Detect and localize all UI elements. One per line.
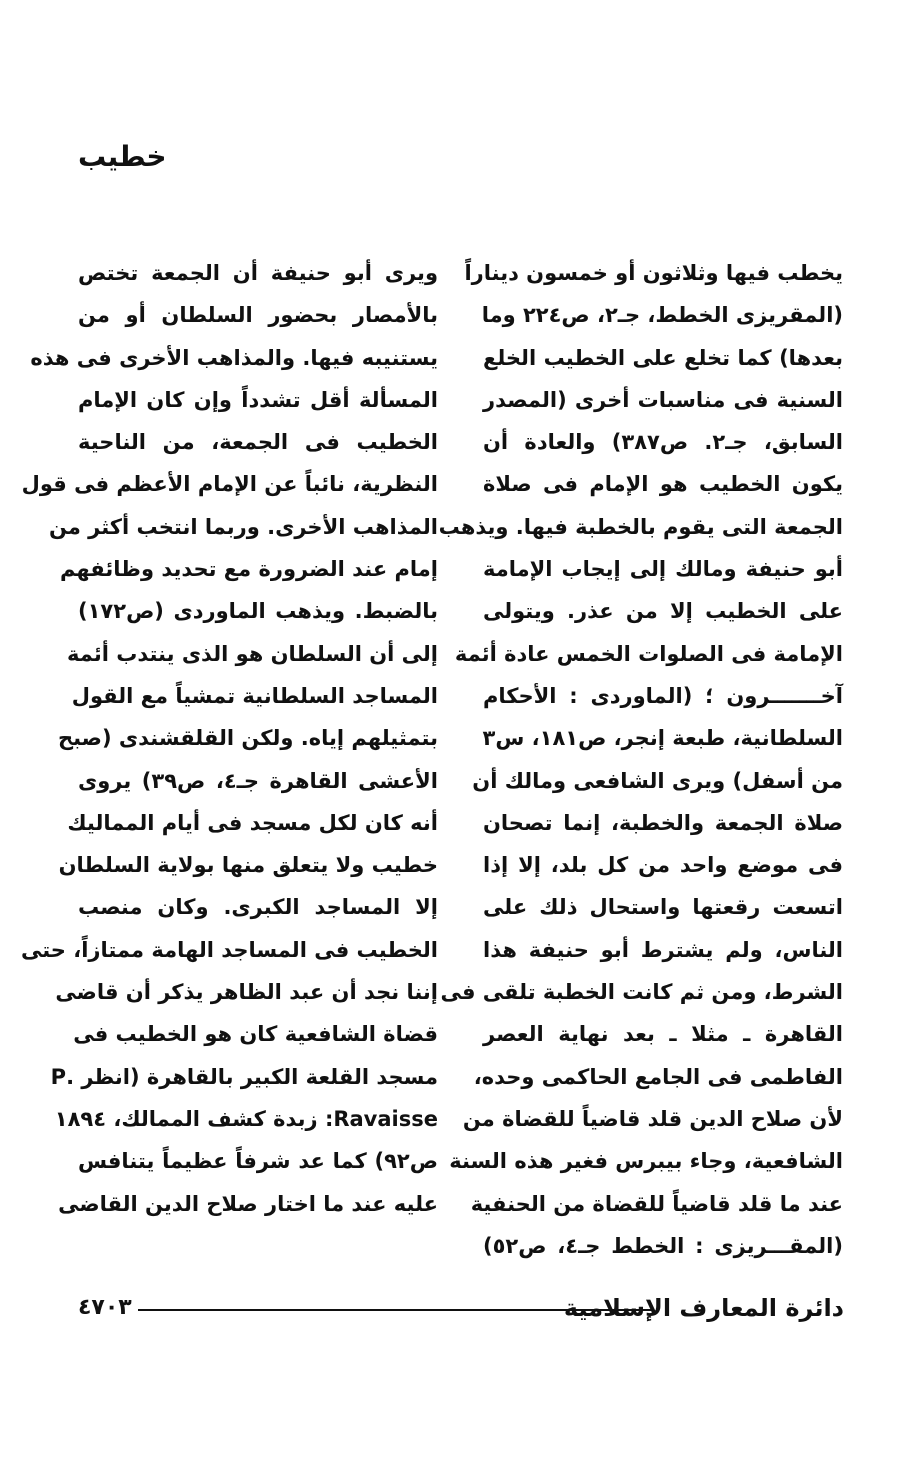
text-line: (المقـــريزى : الخطط جـ٤، ص٥٢)	[483, 1233, 843, 1258]
text-line: بتمثيلهم إياه. ولكن القلقشندى (صبح	[57, 726, 438, 751]
text-line: ويرى أبو حنيفة أن الجمعة تختص	[78, 261, 438, 285]
text-line: السلطانية، طبعة إنجر، ص١٨١، س٣	[482, 726, 843, 751]
text-line: (المقريزى الخطط، جـ٢، ص٢٢٤ وما	[481, 303, 843, 328]
text-line: الإمامة فى الصلوات الخمس عادة أئمة	[454, 641, 843, 666]
footer-rule	[138, 1309, 654, 1311]
text-line: السابق، جـ٢. ص٣٨٧) والعادة أن	[483, 430, 843, 455]
text-line: بالأمصار بحضور السلطان أو من	[78, 303, 438, 328]
text-line: الخطيب فى الجمعة، من الناحية	[78, 430, 438, 455]
text-line: يستنيبه فيها. والمذاهب الأخرى فى هذه	[30, 345, 438, 370]
text-line: الناس، ولم يشترط أبو حنيفة هذا	[483, 937, 843, 962]
text-line: النظرية، نائباً عن الإمام الأعظم فى قول	[21, 472, 438, 497]
text-line: خطيب ولا يتعلق منها بولاية السلطان	[58, 853, 438, 878]
text-line: الشافعية، وجاء بيبرس فغير هذه السنة	[449, 1149, 843, 1174]
text-line: المسألة أقل تشدداً وإن كان الإمام	[78, 387, 438, 412]
text-line: الجمعة التى يقوم بالخطبة فيها. ويذهب	[438, 514, 843, 539]
text-line: اتسعت رقعتها واستحال ذلك على	[483, 895, 843, 920]
text-line: الشرط، ومن ثم كانت الخطبة تلقى فى	[440, 980, 843, 1005]
text-line: فى موضع واحد من كل بلد، إلا إذا	[483, 853, 843, 878]
text-line: المذاهب الأخرى. وربما انتخب أكثر من	[48, 514, 438, 539]
text-line: آخـــــــرون ؛ (الماوردى : الأحكام	[483, 683, 843, 708]
text-line: إمام عند الضرورة مع تحديد وظائفهم	[59, 557, 438, 582]
text-line: الفاطمى فى الجامع الحاكمى وحده،	[473, 1064, 843, 1089]
text-line: على الخطيب إلا من عذر. ويتولى	[483, 599, 843, 624]
running-header: خطيب	[78, 140, 167, 173]
footer-title: دائرة المعارف الإسلامية	[563, 1294, 844, 1322]
text-line: من أسفل) ويرى الشافعى ومالك أن	[472, 768, 843, 793]
text-line: القاهرة ـ مثلا ـ بعد نهاية العصر	[483, 1022, 843, 1047]
text-line: السنية فى مناسبات أخرى (المصدر	[483, 387, 843, 412]
text-line: لأن صلاح الدين قلد قاضياً للقضاة من	[462, 1106, 843, 1131]
text-line: يخطب فيها وثلاثون أو خمسون ديناراً	[464, 261, 843, 285]
text-line: الأعشى القاهرة جـ٤، ص٣٩) يروى	[78, 768, 438, 793]
text-line: يكون الخطيب هو الإمام فى صلاة	[483, 472, 843, 497]
page-number: ٤٧٠٣	[78, 1295, 132, 1320]
text-line: إلى أن السلطان هو الذى ينتدب أئمة	[67, 641, 438, 666]
text-line: إلا المساجد الكبرى. وكان منصب	[78, 895, 438, 920]
text-column-left	[20, 252, 438, 1225]
text-line: عند ما قلد قاضياً للقضاة من الحنفية	[470, 1191, 843, 1216]
text-line: أبو حنيفة ومالك إلى إيجاب الإمامة	[483, 557, 843, 582]
page-footer	[78, 1288, 844, 1328]
text-line: أنه كان لكل مسجد فى أيام المماليك	[67, 810, 438, 835]
text-line: مسجد القلعة الكبير بالقاهرة (انظر .P	[50, 1064, 438, 1089]
text-line: عليه عند ما اختار صلاح الدين القاضى	[58, 1191, 438, 1216]
text-line: ص٩٢) كما عد شرفاً عظيماً يتنافس	[78, 1149, 438, 1174]
text-line: المساجد السلطانية تمشياً مع القول	[71, 683, 438, 708]
text-column-right	[438, 252, 843, 1267]
text-line: قضاة الشافعية كان هو الخطيب فى	[73, 1022, 438, 1047]
text-line: Ravaisse: زبدة كشف الممالك، ١٨٩٤	[54, 1106, 438, 1131]
text-line: الخطيب فى المساجد الهامة ممتازاً، حتى	[20, 937, 438, 962]
text-line: صلاة الجمعة والخطبة، إنما تصحان	[483, 810, 843, 835]
text-line: بالضبط. ويذهب الماوردى (ص١٧٢)	[78, 599, 438, 624]
text-line: بعدها) كما تخلع على الخطيب الخلع	[483, 345, 843, 370]
text-line: إننا نجد أن عبد الظاهر يذكر أن قاضى	[55, 980, 438, 1005]
